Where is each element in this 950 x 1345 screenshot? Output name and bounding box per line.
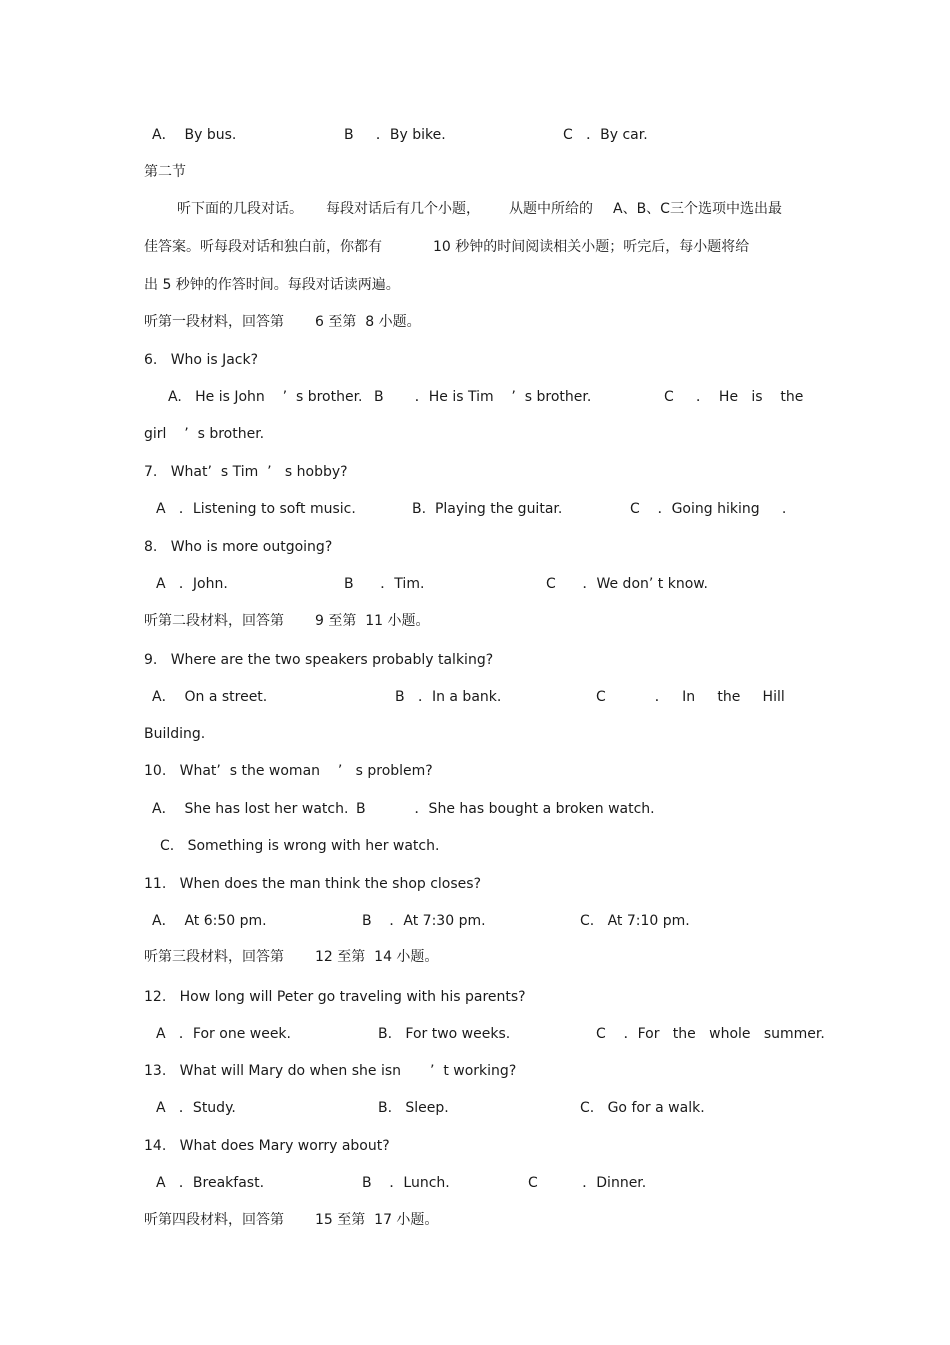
q5-option-b: B ．By bike. [344, 127, 446, 143]
q9-option-c: C ． In the Hill [596, 689, 785, 705]
q13-stem-a: 13. What will Mary do when she isn [144, 1063, 402, 1079]
q7-stem: 7. What’ s Tim ’ s hobby? [144, 464, 348, 480]
part3-heading-a: 听第三段材料，回答第 [144, 949, 284, 965]
q13-option-c: C. Go for a walk. [580, 1100, 705, 1116]
part2-heading-b: 9 至第 11 小题。 [315, 613, 430, 629]
section-title: 第二节 [144, 164, 186, 180]
q10-option-a: A． She has lost her watch. [152, 801, 349, 817]
part1-heading-a: 听第一段材料，回答第 [144, 314, 284, 330]
q11-option-b: B ．At 7:30 pm. [362, 913, 486, 929]
q7-option-a: A ．Listening to soft music. [156, 501, 356, 517]
q12-option-a: A ．For one week. [156, 1026, 291, 1042]
instructions-line1-d: A、B、C三个选项中选出最 [613, 201, 782, 217]
q14-stem: 14. What does Mary worry about? [144, 1138, 390, 1154]
q13-option-a: A ．Study. [156, 1100, 236, 1116]
part2-heading-a: 听第二段材料，回答第 [144, 613, 284, 629]
q7-option-b: B. Playing the guitar. [412, 501, 563, 517]
q10-option-b: B ．She has bought a broken watch. [356, 801, 655, 817]
q11-stem: 11. When does the man think the shop closes? [144, 876, 482, 892]
q6-option-b: B ．He is Tim ’ s brother. [374, 389, 592, 405]
q11-option-a: A． At 6:50 pm. [152, 913, 267, 929]
q6-option-a: A. He is John ’ s brother. [168, 389, 363, 405]
q14-option-b: B ．Lunch. [362, 1175, 450, 1191]
q6-option-c: C ． He is the [664, 389, 804, 405]
q8-option-a: A ．John. [156, 576, 228, 592]
q6-stem: 6. Who is Jack? [144, 352, 259, 368]
q12-option-b: B. For two weeks. [378, 1026, 511, 1042]
q12-option-c: C ．For the whole summer. [596, 1026, 825, 1042]
instructions-line1-a: 听下面的几段对话。 [177, 201, 303, 217]
q9-option-a: A． On a street. [152, 689, 268, 705]
q5-option-a: A． By bus. [152, 127, 237, 143]
q12-stem: 12. How long will Peter go traveling with his parents? [144, 989, 526, 1005]
instructions-line1-c: 从题中所给的 [509, 201, 593, 217]
part4-heading-b: 15 至第 17 小题。 [315, 1212, 439, 1228]
q11-option-c: C. At 7:10 pm. [580, 913, 690, 929]
q10-option-c: C. Something is wrong with her watch. [160, 838, 440, 854]
q6-option-c-continued: girl ’ s brother. [144, 426, 265, 442]
q9-stem: 9. Where are the two speakers probably talking? [144, 652, 494, 668]
part1-heading-b: 6 至第 8 小题。 [315, 314, 421, 330]
q8-stem: 8. Who is more outgoing? [144, 539, 333, 555]
q9-option-c-continued: Building. [144, 726, 206, 742]
instructions-line2-b: 10 秒钟的时间阅读相关小题；听完后，每小题将给 [433, 239, 750, 255]
part3-heading-b: 12 至第 14 小题。 [315, 949, 439, 965]
instructions-line2-a: 佳答案。听每段对话和独白前，你都有 [144, 239, 382, 255]
part4-heading-a: 听第四段材料，回答第 [144, 1212, 284, 1228]
q14-option-a: A ．Breakfast. [156, 1175, 265, 1191]
q9-option-b: B ．In a bank. [395, 689, 502, 705]
q8-option-c: C ．We don’ t know. [546, 576, 708, 592]
q5-option-c: C ．By car. [563, 127, 648, 143]
q8-option-b: B ．Tim. [344, 576, 425, 592]
instructions-line3: 出 5 秒钟的作答时间。每段对话读两遍。 [144, 277, 400, 293]
q7-option-c: C ．Going hiking . [630, 501, 787, 517]
q13-option-b: B. Sleep. [378, 1100, 449, 1116]
q14-option-c: C ．Dinner. [528, 1175, 647, 1191]
q10-stem: 10. What’ s the woman ’ s problem? [144, 763, 433, 779]
q13-stem-b: ’ t working? [430, 1063, 517, 1079]
instructions-line1-b: 每段对话后有几个小题， [326, 201, 480, 217]
